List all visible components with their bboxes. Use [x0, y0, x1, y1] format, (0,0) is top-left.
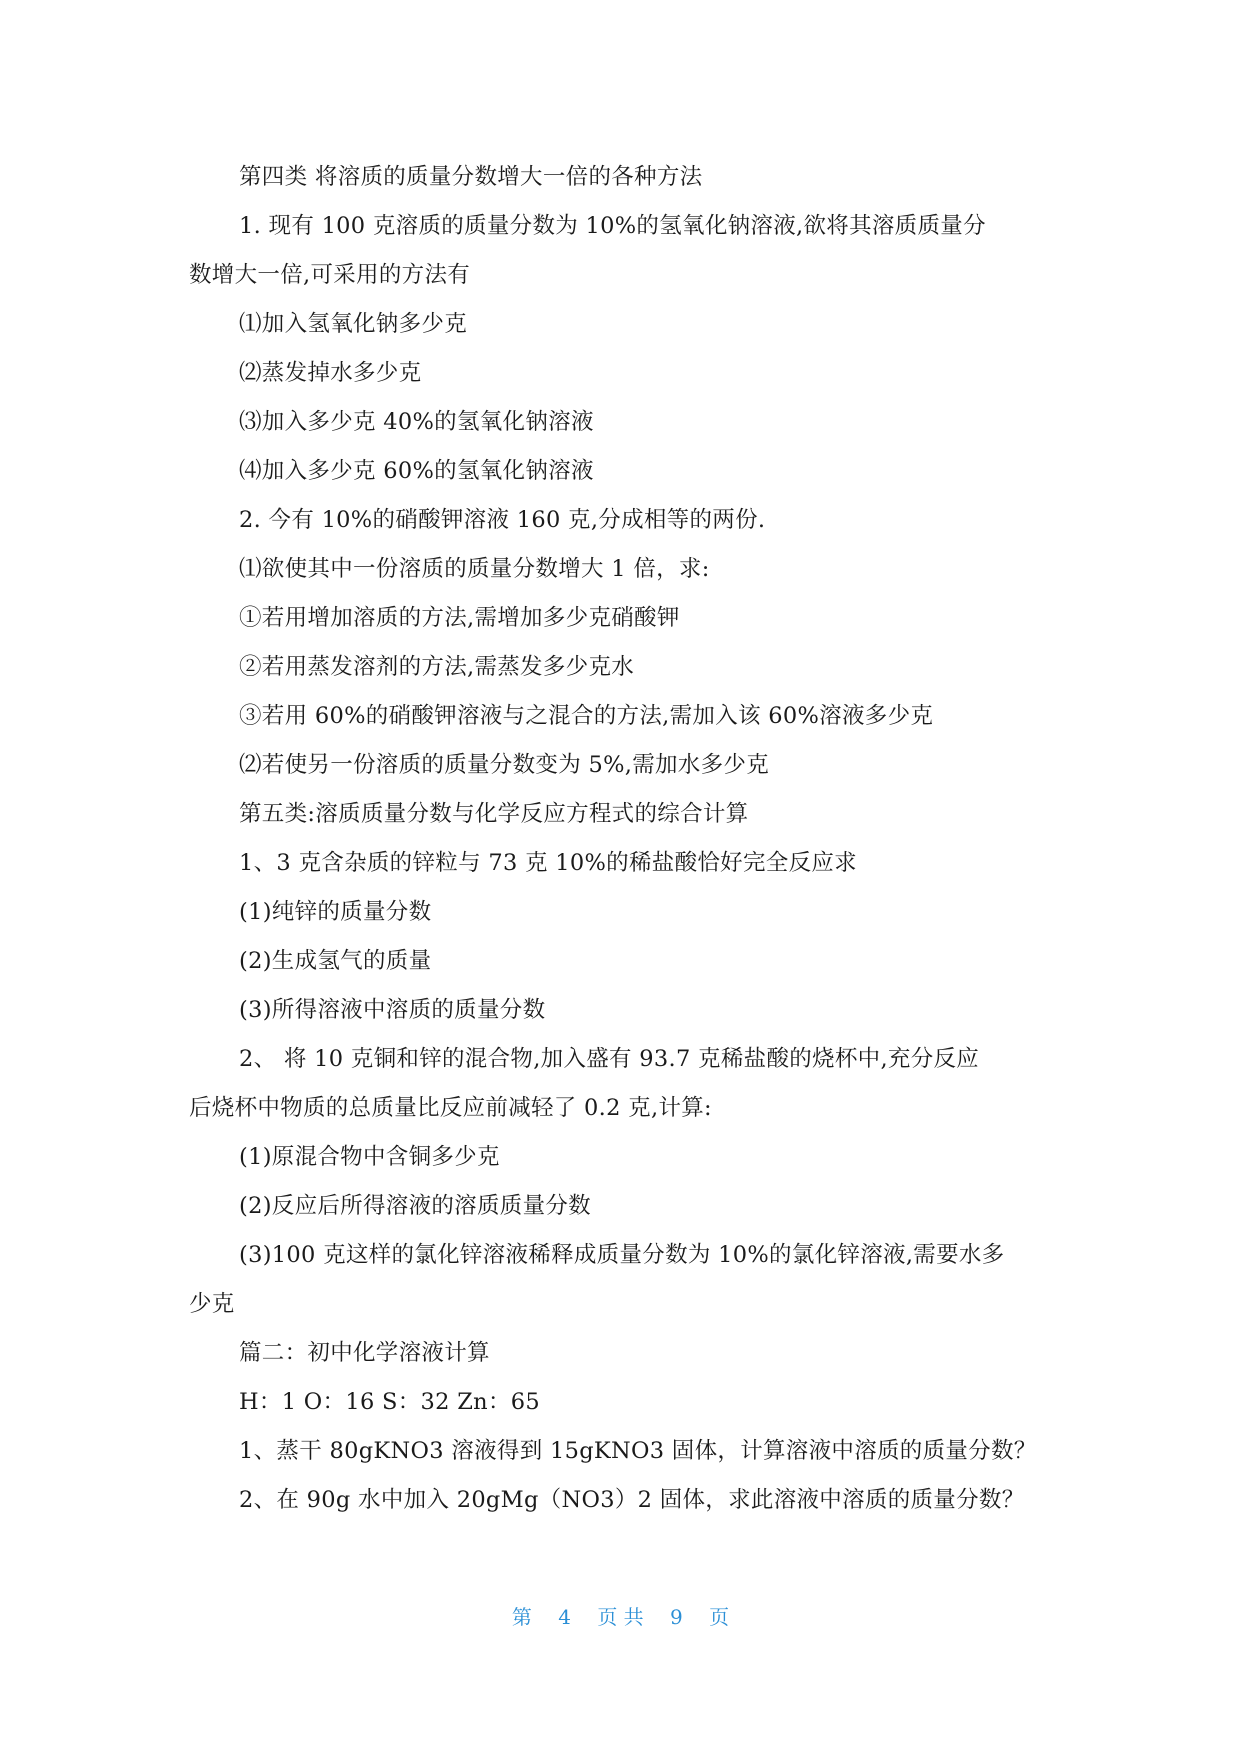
question-line: 1、蒸干 80gKNO3 溶液得到 15gKNO3 固体，计算溶液中溶质的质量分数？ — [239, 1438, 1037, 1464]
sub-question: (3)100 克这样的氯化锌溶液稀释成质量分数为 10%的氯化锌溶液,需要水多 — [239, 1242, 1005, 1268]
section-heading-4: 第四类 将溶质的质量分数增大一倍的各种方法 — [239, 164, 703, 190]
question-line: 1. 现有 100 克溶质的质量分数为 10%的氢氧化钠溶液,欲将其溶质质量分 — [239, 213, 986, 239]
sub-question: ⑶加入多少克 40%的氢氧化钠溶液 — [239, 409, 594, 435]
question-line: 1、3 克含杂质的锌粒与 73 克 10%的稀盐酸恰好完全反应求 — [239, 850, 857, 876]
footer-prefix: 第 — [511, 1605, 532, 1629]
sub-question: ⑵若使另一份溶质的质量分数变为 5%,需加水多少克 — [239, 752, 769, 778]
footer-total-pages: 9 — [670, 1605, 683, 1629]
sub-question: ⑴欲使其中一份溶质的质量分数增大 1 倍，求: — [239, 556, 710, 582]
sub-question: (1)原混合物中含铜多少克 — [239, 1144, 500, 1170]
atomic-masses: H：1 O：16 S：32 Zn：65 — [239, 1389, 540, 1415]
sub-question: ⑴加入氢氧化钠多少克 — [239, 311, 468, 337]
sub-question: ③若用 60%的硝酸钾溶液与之混合的方法,需加入该 60%溶液多少克 — [239, 703, 934, 729]
part-heading: 篇二：初中化学溶液计算 — [239, 1340, 490, 1366]
footer-middle: 页 共 — [597, 1605, 644, 1629]
question-line: 2. 今有 10%的硝酸钾溶液 160 克,分成相等的两份. — [239, 507, 766, 533]
sub-question: (1)纯锌的质量分数 — [239, 899, 432, 925]
page-footer — [0, 1601, 1241, 1630]
question-line: 2、在 90g 水中加入 20gMg（NO3）2 固体，求此溶液中溶质的质量分数？ — [239, 1487, 1025, 1513]
sub-question: 少克 — [189, 1291, 235, 1317]
sub-question: (3)所得溶液中溶质的质量分数 — [239, 997, 546, 1023]
footer-suffix: 页 — [709, 1605, 730, 1629]
question-line: 数增大一倍,可采用的方法有 — [189, 262, 471, 288]
sub-question: (2)生成氢气的质量 — [239, 948, 432, 974]
document-body — [189, 153, 1059, 1525]
footer-current-page: 4 — [558, 1605, 571, 1629]
sub-question: (2)反应后所得溶液的溶质质量分数 — [239, 1193, 591, 1219]
sub-question: ①若用增加溶质的方法,需增加多少克硝酸钾 — [239, 605, 680, 631]
sub-question: ⑵蒸发掉水多少克 — [239, 360, 422, 386]
question-line: 2、 将 10 克铜和锌的混合物,加入盛有 93.7 克稀盐酸的烧杯中,充分反应 — [239, 1046, 980, 1072]
section-heading-5: 第五类:溶质质量分数与化学反应方程式的综合计算 — [239, 801, 749, 827]
sub-question: ⑷加入多少克 60%的氢氧化钠溶液 — [239, 458, 594, 484]
question-line: 后烧杯中物质的总质量比反应前减轻了 0.2 克,计算: — [189, 1095, 712, 1121]
sub-question: ②若用蒸发溶剂的方法,需蒸发多少克水 — [239, 654, 635, 680]
